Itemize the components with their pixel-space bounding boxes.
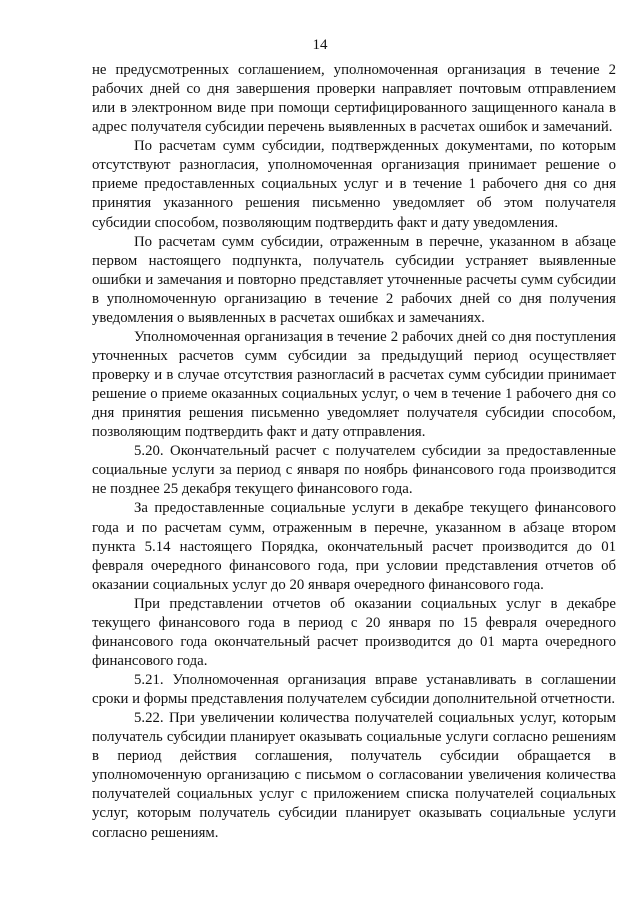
paragraph-clause-5-22: 5.22. При увеличении количества получателей социальных услуг, которым получатель субсидии планирует оказывать социальные услуги согласно решениям в период действия соглашения, получатель субсидии обращается в уполномоченную организацию с письмом о согласовании увеличения количества получателей социальных услуг с приложением списка получателей социальных услуг, которым получатель субсидии планирует оказывать социальные услуги согласно решениям. <box>92 710 616 841</box>
paragraph-continuation: не предусмотренных соглашением, уполномоченная организация в течение 2 рабочих дней со дня завершения проверки направляет почтовым отправлением или в электронном виде при помощи сертифицированного защищенного канала в адрес получателя субсидии перечень выявленных в расчетах ошибок и замечаний. <box>92 62 616 136</box>
paragraph-decision-on-accepted-services: По расчетам сумм субсидии, подтвержденных документами, по которым отсутствуют разногласия, уполномоченная организация принимает решение о приеме предоставленных социальных услуг и в течение 1 рабочего дня со дня принятия указанного решения письменно уведомляет об этом получателя субсидии способом, позволяющим подтвердить факт и дату уведомления. <box>92 138 616 231</box>
page-number: 14 <box>312 37 328 53</box>
paragraph-correction-of-errors: По расчетам сумм субсидии, отраженным в перечне, указанном в абзаце первом настоящего подпункта, получатель субсидии устраняет выявленные ошибки и замечания и повторно представляет уточненные расчеты сумм субсидии в уполномоченную организацию в течение 2 рабочих дней со дня получения уведомления о выявленных в расчетах ошибках и замечаниях. <box>92 233 616 326</box>
paragraph-clause-5-21: 5.21. Уполномоченная организация вправе устанавливать в соглашении сроки и формы представления получателем субсидии дополнительной отчетности. <box>92 672 616 708</box>
paragraph-december-settlement: За предоставленные социальные услуги в декабре текущего финансового года и по расчетам сумм, отраженным в перечне, указанном в абзаце втором пункта 5.14 настоящего Порядка, окончательный расчет производится до 01 февраля очередного финансового года, при условии представления отчетов об оказании социальных услуг до 20 января очередного финансового года. <box>92 500 616 593</box>
paragraph-clause-5-20: 5.20. Окончательный расчет с получателем субсидии за предоставленные социальные услуги за период с января по ноябрь финансового года производится не позднее 25 декабря текущего финансового года. <box>92 443 616 498</box>
paragraph-late-reports-settlement: При представлении отчетов об оказании социальных услуг в декабре текущего финансового года в период с 20 января по 15 февраля очередного финансового года окончательный расчет производится до 01 марта очередного финансового года. <box>92 595 616 669</box>
document-body <box>92 61 616 843</box>
paragraph-recheck-of-calculations: Уполномоченная организация в течение 2 рабочих дней со дня поступления уточненных расчетов сумм субсидии за предыдущий период осуществляет проверку и в случае отсутствия разногласий в расчетах сумм субсидии принимает решение о приеме оказанных социальных услуг, о чем в течение 1 рабочего дня со дня принятия решения письменно уведомляет получателя субсидии способом, позволяющим подтвердить факт и дату отправления. <box>92 328 616 441</box>
